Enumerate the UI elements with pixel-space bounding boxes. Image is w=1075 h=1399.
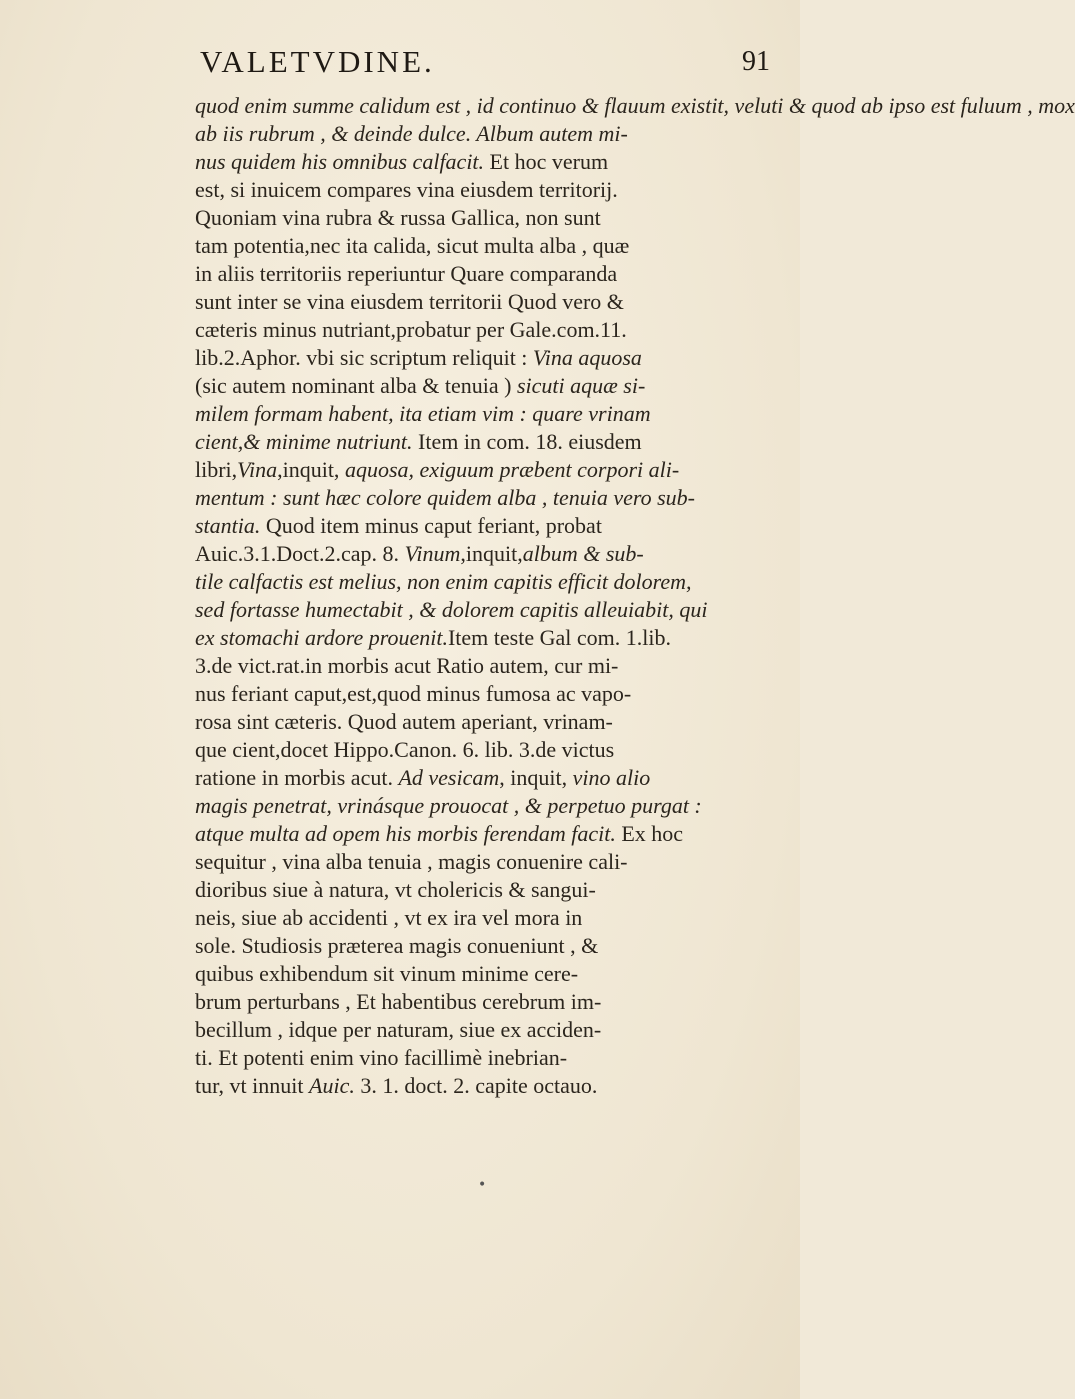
text-line	[195, 736, 770, 764]
text-line	[195, 652, 770, 680]
text-line	[195, 932, 770, 960]
italic-text: milem formam habent, ita etiam vim : quare vrinam	[195, 401, 651, 426]
text-line	[195, 344, 770, 372]
roman-text: Quoniam vina rubra & russa Gallica, non sunt	[195, 205, 601, 230]
roman-text: becillum , idque per naturam, siue ex acciden-	[195, 1017, 602, 1042]
italic-text: sed fortasse humectabit , & dolorem capitis alleuiabit, qui	[195, 597, 708, 622]
text-line	[195, 232, 770, 260]
text-line	[195, 624, 770, 652]
italic-text: Vina aquosa	[532, 345, 642, 370]
roman-text: ,inquit,	[277, 457, 345, 482]
page-number: 91	[742, 46, 770, 77]
roman-text: cæteris minus nutriant,probatur per Gale.com.11.	[195, 317, 627, 342]
text-line	[195, 568, 770, 596]
text-line	[195, 92, 1075, 120]
text-line	[195, 512, 770, 540]
roman-text: (sic autem nominant alba & tenuia )	[195, 373, 517, 398]
text-line	[195, 596, 770, 624]
text-line	[195, 988, 770, 1016]
italic-text: tile calfactis est melius, non enim capitis efficit dolorem,	[195, 569, 692, 594]
roman-text: est, si inuicem compares vina eiusdem territorij.	[195, 177, 618, 202]
italic-text: nus quidem his omnibus calfacit.	[195, 149, 485, 174]
text-line	[195, 848, 770, 876]
roman-text: que cient,docet Hippo.Canon. 6. lib. 3.de victus	[195, 737, 615, 762]
italic-text: magis penetrat, vrinásque prouocat , & perpetuo purgat :	[195, 793, 702, 818]
italic-text: aquosa, exiguum præbent corpori ali-	[344, 457, 680, 482]
italic-text: Vinum	[404, 541, 461, 566]
roman-text: Item teste Gal com. 1.lib.	[447, 625, 671, 650]
roman-text: ratione in morbis acut.	[195, 765, 399, 790]
roman-text: in aliis territoriis reperiuntur Quare comparanda	[195, 261, 618, 286]
roman-text: Et hoc verum	[484, 149, 609, 174]
text-line	[195, 764, 770, 792]
italic-text: atque multa ad opem his morbis ferendam facit.	[195, 821, 616, 846]
page-header	[150, 44, 770, 84]
text-line	[195, 820, 770, 848]
roman-text: tur, vt innuit	[195, 1073, 310, 1098]
roman-text: Item in com. 18. eiusdem	[412, 429, 642, 454]
text-line	[195, 400, 770, 428]
text-line	[195, 484, 770, 512]
roman-text: neis, siue ab accidenti , vt ex ira vel mora in	[195, 905, 583, 930]
text-line	[195, 316, 770, 344]
text-line	[195, 428, 770, 456]
text-line	[195, 680, 770, 708]
italic-text: quod enim summe calidum est , id continuo & flauum existit, veluti & quod ab ipso est fuluum , mox	[195, 93, 1075, 118]
text-line	[195, 540, 770, 568]
italic-text: Ad vesicam	[398, 765, 500, 790]
italic-text: ab iis rubrum , & deinde dulce. Album autem mi-	[195, 121, 628, 146]
text-line	[195, 148, 770, 176]
text-line	[195, 372, 770, 400]
roman-text: libri,	[195, 457, 238, 482]
italic-text: stantia.	[195, 513, 261, 538]
roman-text: Quod item minus caput feriant, probat	[260, 513, 602, 538]
text-line	[195, 204, 770, 232]
roman-text: brum perturbans , Et habentibus cerebrum im-	[195, 989, 602, 1014]
italic-text: Vina	[237, 457, 278, 482]
roman-text: lib.2.Aphor. vbi sic scriptum reliquit :	[195, 345, 533, 370]
body-text	[195, 92, 1075, 1100]
text-line	[195, 1072, 770, 1100]
text-line	[195, 876, 770, 904]
text-line	[195, 792, 770, 820]
text-line	[195, 1016, 770, 1044]
roman-text: 3.de vict.rat.in morbis acut Ratio autem, cur mi-	[195, 653, 619, 678]
italic-text: Auic.	[309, 1073, 355, 1098]
italic-text: sicuti aquæ si-	[516, 373, 646, 398]
text-line	[195, 288, 770, 316]
roman-text: sunt inter se vina eiusdem territorii Quod vero &	[195, 289, 624, 314]
roman-text: quibus exhibendum sit vinum minime cere-	[195, 961, 579, 986]
roman-text: ,inquit,	[460, 541, 523, 566]
roman-text: sole. Studiosis præterea magis conueniunt , &	[195, 933, 599, 958]
roman-text: Auic.3.1.Doct.2.cap. 8.	[195, 541, 405, 566]
italic-text: album & sub-	[522, 541, 644, 566]
text-line	[195, 904, 770, 932]
roman-text: , inquit,	[499, 765, 573, 790]
text-line	[195, 960, 770, 988]
roman-text: tam potentia,nec ita calida, sicut multa alba , quæ	[195, 233, 630, 258]
running-title: VALETVDINE.	[200, 44, 435, 79]
italic-text: mentum : sunt hæc colore quidem alba , tenuia vero sub-	[195, 485, 696, 510]
italic-text: ex stomachi ardore prouenit.	[195, 625, 448, 650]
text-line	[195, 120, 770, 148]
roman-text: dioribus siue à natura, vt cholericis & sangui-	[195, 877, 596, 902]
roman-text: sequitur , vina alba tenuia , magis conuenire cali-	[195, 849, 628, 874]
italic-text: vino alio	[572, 765, 651, 790]
ink-mark: •	[478, 1177, 487, 1193]
roman-text: ti. Et potenti enim vino facillimè inebrian-	[195, 1045, 568, 1070]
italic-text: cient,& minime nutriunt.	[195, 429, 413, 454]
text-line	[195, 456, 770, 484]
text-line	[195, 1044, 770, 1072]
roman-text: Ex hoc	[615, 821, 684, 846]
roman-text: 3. 1. doct. 2. capite octauo.	[354, 1073, 598, 1098]
text-line	[195, 260, 770, 288]
roman-text: rosa sint cæteris. Quod autem aperiant, vrinam-	[195, 709, 613, 734]
text-line	[195, 176, 770, 204]
roman-text: nus feriant caput,est,quod minus fumosa ac vapo-	[195, 681, 632, 706]
text-line	[195, 708, 770, 736]
